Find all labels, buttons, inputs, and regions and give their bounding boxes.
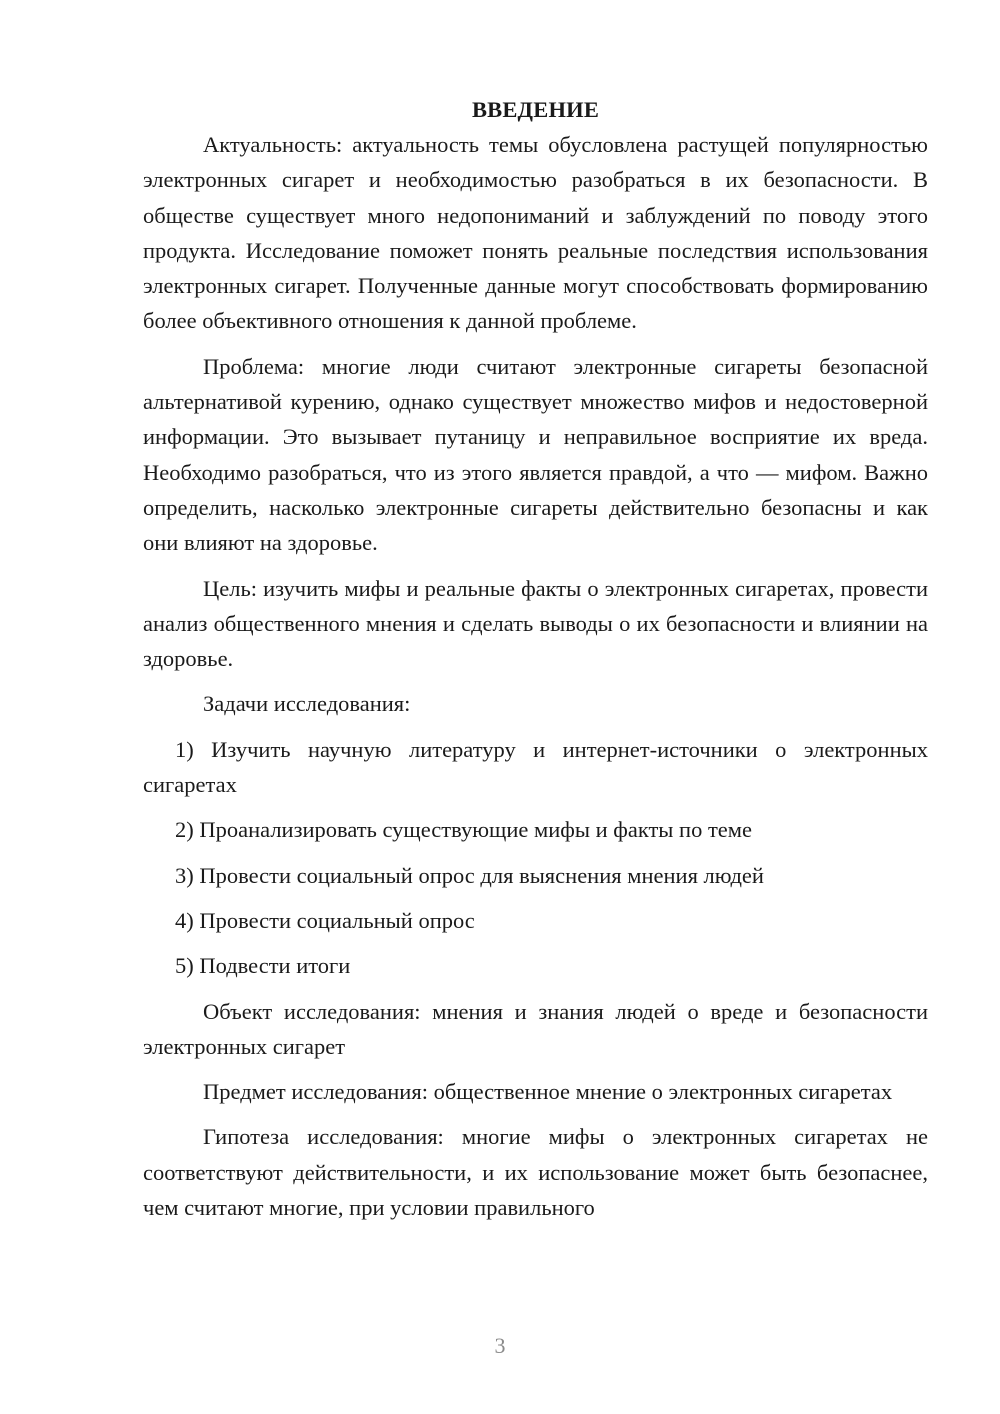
section-title: ВВЕДЕНИЕ bbox=[471, 97, 600, 122]
paragraph-problem: Проблема: многие люди считают электронные сигареты безопасной альтернативой курению, однако существует множество мифов и недостоверной информации. Это вызывает путаницу и неправильное восприятие их вреда. Необходимо разобраться, что из этого является правдой, а что — мифом. Важно определить, насколько электронные сигареты действительно безопасны и как они влияют на здоровье. bbox=[143, 353, 928, 556]
task-item-1: 1) Изучить научную литературу и интернет-источники о электронных сигаретах bbox=[143, 736, 928, 798]
document-page bbox=[143, 92, 928, 1225]
page-number: 3 bbox=[494, 1333, 506, 1358]
tasks-heading: Задачи исследования: bbox=[203, 691, 411, 717]
task-item-4: 4) Провести социальный опрос bbox=[175, 907, 475, 933]
paragraph-object: Объект исследования: мнения и знания людей о вреде и безопасности электронных сигарет bbox=[143, 998, 928, 1059]
paragraph-subject: Предмет исследования: общественное мнение о электронных сигаретах bbox=[203, 1079, 893, 1105]
task-item-2: 2) Проанализировать существующие мифы и факты по теме bbox=[175, 817, 753, 843]
paragraph-goal: Цель: изучить мифы и реальные факты о электронных сигаретах, провести анализ общественного мнения и сделать выводы о их безопасности и влиянии на здоровье. bbox=[143, 575, 928, 672]
paragraph-hypothesis: Гипотеза исследования: многие мифы о электронных сигаретах не соответствуют действительности, и их использование может быть безопаснее, чем считают многие, при условии правильного bbox=[143, 1124, 928, 1221]
paragraph-relevance: Актуальность: актуальность темы обусловлена растущей популярностью электронных сигарет и необходимостью разобраться в их безопасности. В обществе существует много недопониманий и заблуждений по поводу этого продукта. Исследование поможет понять реальные последствия использования электронных сигарет. Полученные данные могут способствовать формированию более объективного отношения к данной проблеме. bbox=[143, 132, 928, 334]
task-item-3: 3) Провести социальный опрос для выяснения мнения людей bbox=[175, 862, 764, 888]
task-item-5: 5) Подвести итоги bbox=[175, 953, 351, 979]
